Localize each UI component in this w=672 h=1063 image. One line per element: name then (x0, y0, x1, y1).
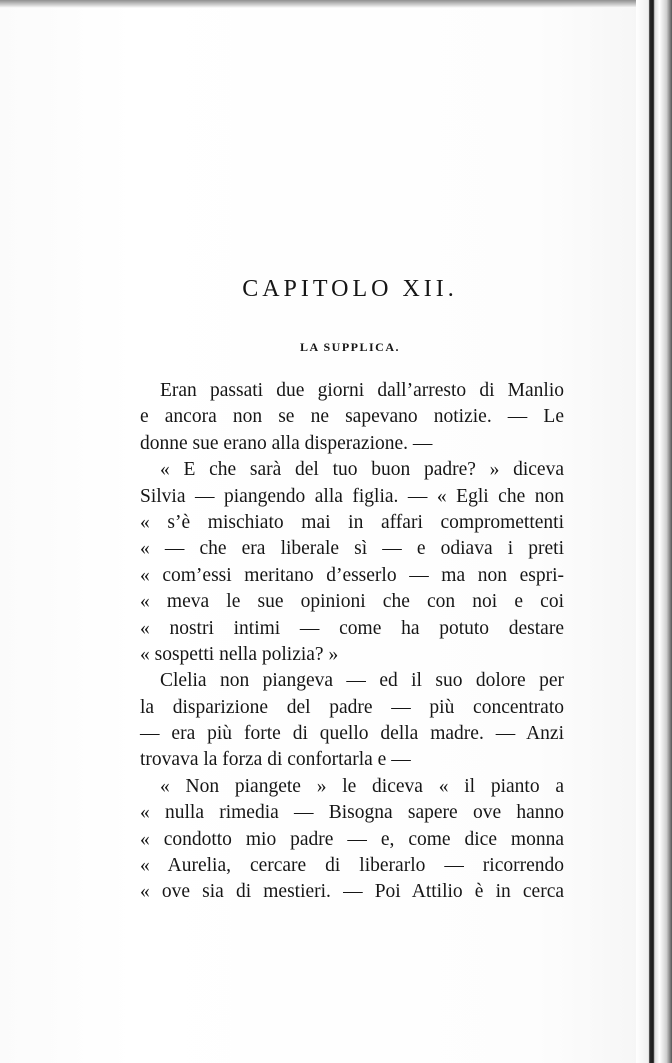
text-line: « sospetti nella polizia? » (140, 643, 339, 665)
text-line: Eran passati due giorni dall’arresto di Manlio (160, 380, 564, 401)
chapter-subtitle: LA SUPPLICA. (299, 340, 400, 354)
page-binding-edge (636, 0, 672, 1063)
text-line: « — che era liberale sì — e odiava i preti (140, 538, 564, 560)
text-line: « ove sia di mestieri. — Poi Attilio è in cerca (140, 881, 564, 903)
text-line: « s’è mischiato mai in affari compromettenti (140, 511, 564, 533)
text-line: « nostri intimi — come ha potuto destare (140, 617, 564, 639)
text-line: la disparizione del padre — più concentrato (140, 696, 564, 718)
text-line: « E che sarà del tuo buon padre? » diceva (160, 459, 564, 481)
chapter-title: CAPITOLO XII. (242, 276, 458, 302)
text-line: Clelia non piangeva — ed il suo dolore per (160, 670, 564, 692)
body-text (140, 378, 564, 906)
text-line: donne sue erano alla disperazione. — (140, 432, 433, 454)
text-line: « Non piangete » le diceva « il pianto a (160, 775, 564, 797)
text-line: — era più forte di quello della madre. — Anzi (140, 723, 564, 745)
text-line: trovava la forza di confortarla e — (140, 749, 411, 771)
text-line: « Aurelia, cercare di liberarlo — ricorrendo (140, 855, 564, 877)
page-top-edge (0, 0, 672, 8)
text-line: « meva le sue opinioni che con noi e coi (140, 591, 564, 613)
text-line: « condotto mio padre — e, come dice monna (140, 828, 564, 850)
text-line: Silvia — piangendo alla figlia. — « Egli che non (140, 485, 564, 507)
text-line: e ancora non se ne sapevano notizie. — Le (140, 406, 564, 428)
text-line: « com’essi meritano d’esserlo — ma non espri- (140, 564, 564, 586)
text-line: « nulla rimedia — Bisogna sapere ove hanno (140, 802, 564, 824)
